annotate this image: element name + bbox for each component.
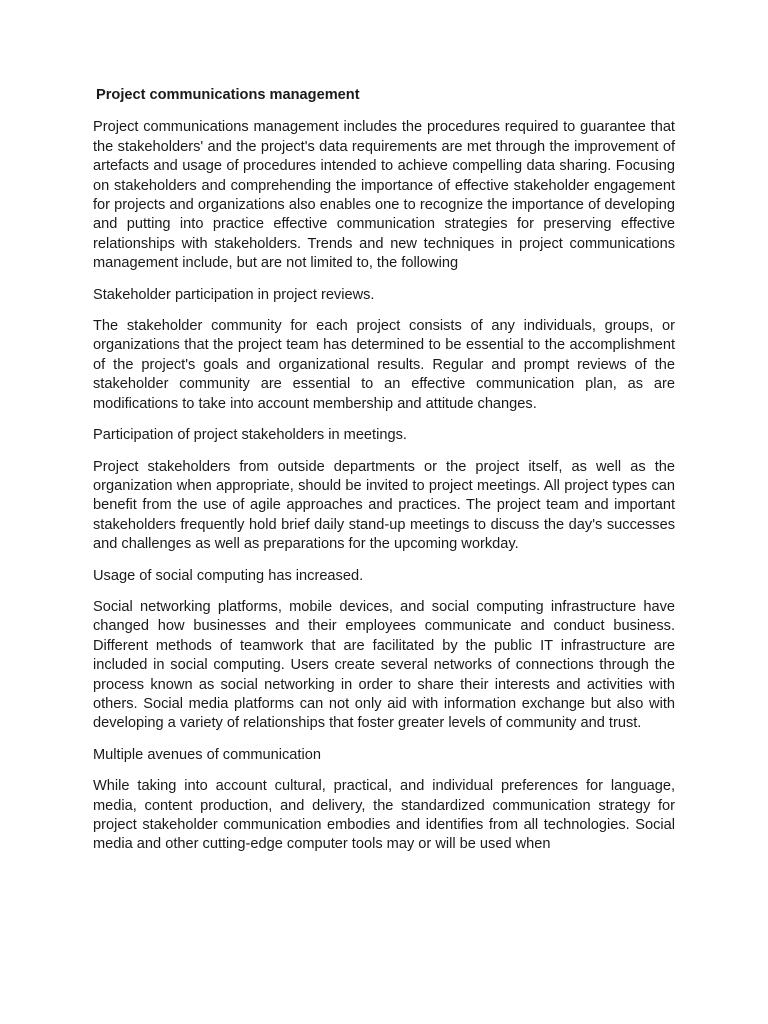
paragraph-communication-avenues: While taking into account cultural, practical, and individual preferences for language, media, content production, and delivery, the standardized communication strategy for project stakeholder communication embodies and identifies from all technologies. Social media and other cutting-edge computer tools may or will be used when bbox=[93, 778, 675, 853]
subheading-stakeholder-reviews: Stakeholder participation in project reviews. bbox=[93, 286, 375, 303]
document-body bbox=[93, 86, 675, 867]
paragraph-stakeholder-meetings: Project stakeholders from outside departments or the project itself, as well as the organization when appropriate, should be invited to project meetings. All project types can benefit from the use of agile approaches and practices. The project team and important stakeholders frequently hold brief daily stand-up meetings to discuss the day's successes and challenges as well as preparations for the upcoming workday. bbox=[93, 458, 675, 553]
paragraph-stakeholder-reviews: The stakeholder community for each project consists of any individuals, groups, or organizations that the project team has determined to be essential to the accomplishment of the project's goals and organizational results. Regular and prompt reviews of the stakeholder community are essential to an effective communication plan, as are modifications to take into account membership and attitude changes. bbox=[93, 318, 675, 412]
paragraph-intro: Project communications management includes the procedures required to guarantee that the stakeholders' and the project's data requirements are met through the improvement of artefacts and usage of procedures intended to achieve compelling data sharing. Focusing on stakeholders and comprehending the importance of effective stakeholder engagement for projects and organizations also enables one to recognize the importance of developing and putting into practice effective communication strategies for preserving effective relationships with stakeholders. Trends and new techniques in project communications management include, but are not limited to, the following bbox=[93, 119, 675, 272]
subheading-social-computing: Usage of social computing has increased. bbox=[93, 567, 364, 584]
document-title: Project communications management bbox=[96, 87, 360, 103]
subheading-stakeholder-meetings: Participation of project stakeholders in meetings. bbox=[93, 427, 407, 444]
subheading-communication-avenues: Multiple avenues of communication bbox=[93, 746, 321, 763]
paragraph-social-computing: Social networking platforms, mobile devices, and social computing infrastructure have changed how businesses and their employees communicate and conduct business. Different methods of teamwork that are facilitated by the public IT infrastructure are included in social computing. Users create several networks of connections through the process known as social networking in order to share their interests and activities with others. Social media platforms can not only aid with information exchange but also with developing a variety of relationships that foster greater levels of community and trust. bbox=[93, 598, 675, 732]
